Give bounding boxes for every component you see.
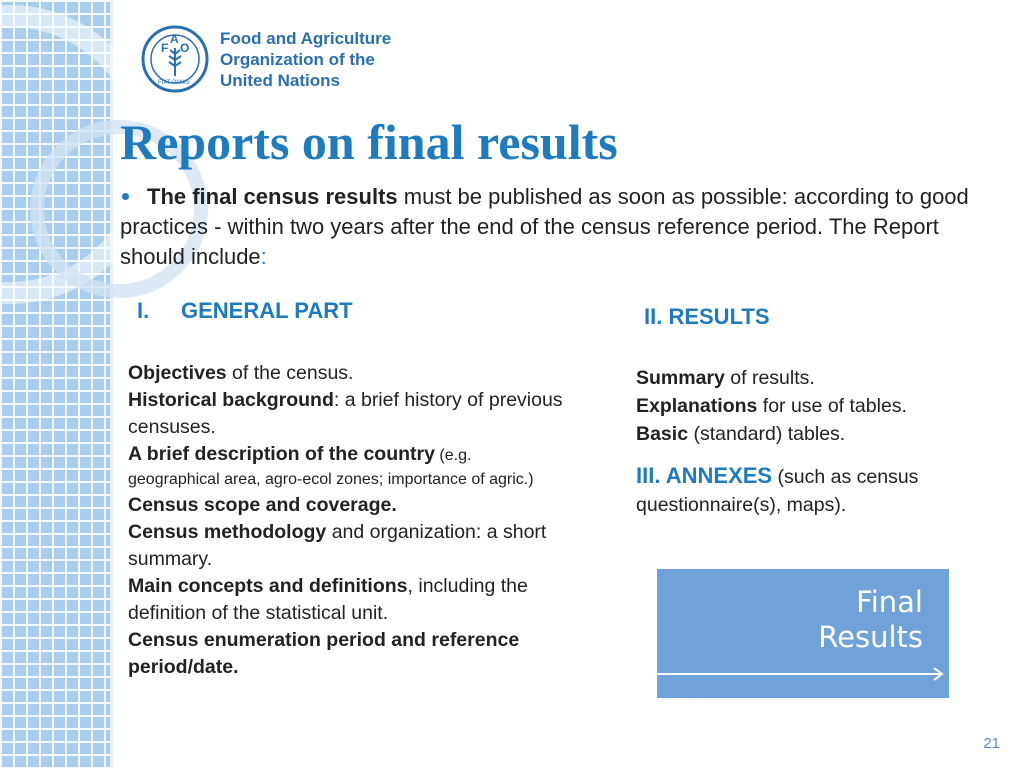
item-text: (standard) tables. [688, 423, 846, 445]
list-item [128, 441, 568, 492]
item-bold: Historical background [128, 389, 334, 411]
slide-title: Reports on final results [120, 114, 618, 170]
list-item [636, 392, 986, 420]
item-bold: Census enumeration period and reference period/date. [128, 629, 520, 678]
item-bold: Basic [636, 423, 689, 445]
emblem-letter: F [161, 41, 169, 55]
list-item [128, 492, 568, 519]
fao-emblem-icon [140, 24, 210, 94]
item-text: and organization: a short summary. [128, 521, 547, 570]
annexes-text: (such as census questionnaire(s), maps). [636, 466, 919, 516]
intro-bold: The final census results [147, 184, 398, 209]
item-bold: Census methodology [128, 521, 327, 543]
item-bold: Objectives [128, 362, 227, 384]
final-results-line-2: Results [818, 620, 923, 654]
fao-logo-text [220, 28, 391, 91]
section-general-part-heading [137, 298, 353, 324]
item-text: of results. [724, 367, 815, 389]
item-bold: Main concepts and definitions [128, 575, 408, 597]
item-text: : a brief history of previous censuses. [128, 389, 563, 438]
emblem-letter: A [170, 32, 179, 46]
item-text: , including the definition of the statistical unit. [128, 575, 528, 624]
list-item [128, 360, 568, 387]
page-number: 21 [983, 735, 1000, 752]
list-item [636, 420, 986, 448]
item-small-text: geographical area, agro-ecol zones; importance of agric.) [128, 471, 534, 488]
logo-line-2: Organization of the [220, 49, 375, 69]
list-item [128, 519, 568, 573]
section-results-heading: II. RESULTS [644, 304, 770, 329]
list-item [128, 573, 568, 627]
intro-colon: : [260, 244, 267, 269]
item-bold: Explanations [636, 395, 758, 417]
final-results-graphic [657, 569, 949, 698]
left-decorative-strip [0, 0, 113, 768]
intro-text: must be published as soon as possible: according to good practices - within two years after the end of the census reference period. The Report should include [120, 184, 969, 269]
intro-paragraph [120, 182, 1000, 272]
bullet-icon [122, 193, 129, 200]
section-heading-text: GENERAL PART [181, 298, 353, 323]
emblem-letter: O [180, 41, 190, 55]
list-item [128, 627, 568, 681]
emblem-motto: FIAT PANIS [158, 80, 190, 86]
list-item [636, 364, 986, 392]
annexes-item [636, 462, 986, 519]
logo-line-3: United Nations [220, 70, 340, 90]
item-text: of the census. [226, 362, 354, 384]
item-bold: Census scope and coverage. [128, 494, 397, 516]
item-bold: Summary [636, 367, 725, 389]
section-number: I. [137, 298, 150, 323]
general-part-list [128, 360, 568, 681]
results-list [636, 364, 986, 519]
logo-line-1: Food and Agriculture [220, 28, 392, 48]
list-item [128, 387, 568, 441]
fao-logo [140, 24, 391, 94]
item-text: (e.g. [434, 447, 472, 464]
item-bold: A brief description of the country [128, 443, 435, 465]
item-text: for use of tables. [757, 395, 907, 417]
arrow-right-icon [657, 665, 949, 683]
final-results-line-1: Final [856, 585, 923, 619]
final-results-label [818, 585, 923, 655]
annexes-heading: III. ANNEXES [636, 463, 773, 488]
